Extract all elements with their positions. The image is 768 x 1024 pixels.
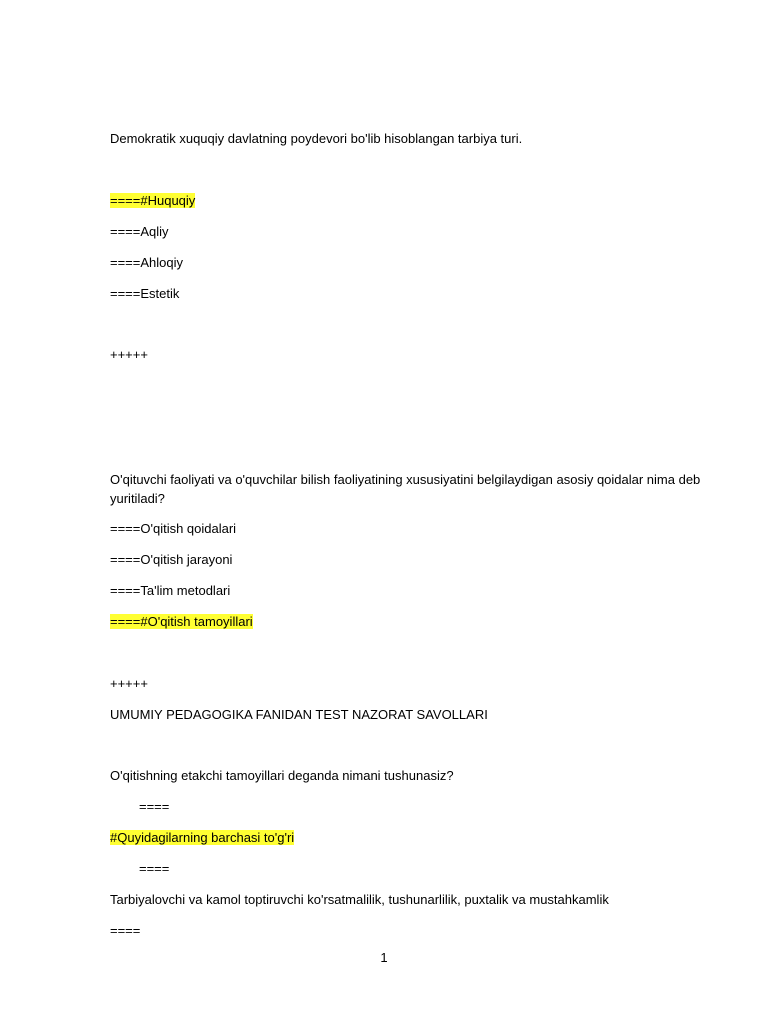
question-separator: +++++ <box>110 676 148 691</box>
answer-marker: ==== <box>139 861 170 876</box>
question-1-text: Demokratik xuquqiy davlatning poydevori bo'lib hisoblangan tarbiya turi. <box>110 131 523 146</box>
page-number: 1 <box>380 950 388 965</box>
section-heading: UMUMIY PEDAGOGIKA FANIDAN TEST NAZORAT SAVOLLARI <box>110 707 488 722</box>
answer-marker: ==== <box>139 799 170 814</box>
question-2-option: ====Ta'lim metodlari <box>110 583 231 598</box>
highlighted-answer: ====#Huquqiy <box>110 193 196 208</box>
question-2-option: ====O'qitish qoidalari <box>110 521 237 536</box>
question-3-answer-correct <box>110 830 294 846</box>
question-2-text: O'qituvchi faoliyati va o'quvchilar bilish faoliyatining xususiyatini belgilaydigan asosiy qoidalar nima deb yuritiladi? <box>110 472 701 506</box>
question-1-option: ====Aqliy <box>110 224 169 239</box>
question-1-option-correct <box>110 193 195 209</box>
answer-marker: ==== <box>110 923 141 938</box>
highlighted-answer: #Quyidagilarning barchasi to'g'ri <box>110 830 295 845</box>
question-1-option: ====Estetik <box>110 286 180 301</box>
question-3-text: O'qitishning etakchi tamoyillari deganda nimani tushunasiz? <box>110 768 454 783</box>
question-2-option: ====O'qitish jarayoni <box>110 552 233 567</box>
question-1-option: ====Ahloqiy <box>110 255 184 270</box>
question-2-option-correct <box>110 614 253 630</box>
question-3-answer: Tarbiyalovchi va kamol toptiruvchi ko'rsatmalilik, tushunarlilik, puxtalik va mustahkamlik <box>110 892 609 907</box>
question-separator: +++++ <box>110 347 148 362</box>
highlighted-answer: ====#O'qitish tamoyillari <box>110 614 253 629</box>
